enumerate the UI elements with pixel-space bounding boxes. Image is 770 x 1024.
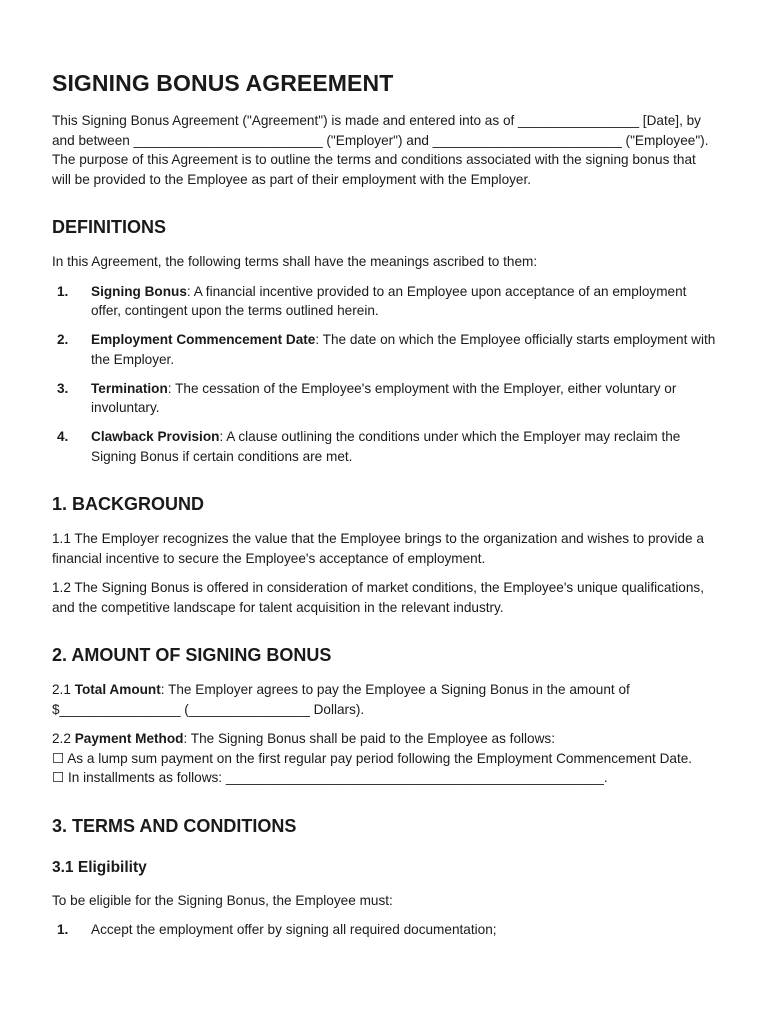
eligibility-list [52, 920, 718, 940]
eligibility-lead: To be eligible for the Signing Bonus, the Employee must: [52, 892, 393, 908]
term-text: : A financial incentive provided to an Employee upon acceptance of an employment offer, contingent upon the terms outlined herein. [91, 283, 687, 318]
background-paragraph-2: 1.2 The Signing Bonus is offered in consideration of market conditions, the Employee's unique qualifications, and the competitive landscape for talent acquisition in the relevant industry. [52, 580, 704, 615]
background-heading: 1. BACKGROUND [52, 494, 205, 514]
list-item [52, 330, 718, 369]
clause-text: : The Signing Bonus shall be paid to the Employee as follows: [183, 731, 555, 746]
list-item [52, 427, 718, 466]
eligibility-heading: 3.1 Eligibility [52, 858, 147, 876]
lump-sum-checkbox-option[interactable]: ☐ As a lump sum payment on the first regular pay period following the Employment Commencement Date. [52, 750, 693, 766]
list-item-text: Accept the employment offer by signing all required documentation; [91, 922, 497, 937]
list-number: 3. [57, 380, 69, 396]
definitions-lead: In this Agreement, the following terms shall have the meanings ascribed to them: [52, 254, 538, 269]
term-text: : The cessation of the Employee's employment with the Employer, either voluntary or involuntary. [91, 380, 677, 415]
amount-heading: 2. AMOUNT OF SIGNING BONUS [52, 645, 332, 665]
term-text: : The date on which the Employee officially starts employment with the Employer. [91, 332, 716, 367]
term-label: Total Amount [74, 682, 161, 697]
term-label: Clawback Provision [91, 429, 220, 444]
definitions-heading: DEFINITIONS [52, 217, 167, 237]
list-number: 4. [57, 429, 69, 444]
total-amount-paragraph [52, 680, 718, 719]
list-number: 1. [57, 922, 69, 937]
list-item [52, 282, 718, 321]
list-number: 2. [57, 332, 69, 347]
clause-number: 2.1 [52, 682, 75, 697]
background-paragraph-1: 1.1 The Employer recognizes the value that the Employee brings to the organization and wishes to provide a financial incentive to secure the Employee's acceptance of employment. [52, 531, 704, 566]
list-number: 1. [57, 283, 69, 299]
list-item [52, 920, 718, 940]
term-text: : A clause outlining the conditions under which the Employer may reclaim the Signing Bonus if certain conditions are met. [91, 429, 681, 464]
term-label: Termination [91, 380, 168, 396]
installments-checkbox-option[interactable]: ☐ In installments as follows: __________________________________________________. [52, 770, 608, 785]
term-label: Employment Commencement Date [91, 332, 316, 347]
terms-heading: 3. TERMS AND CONDITIONS [52, 815, 297, 836]
payment-method-paragraph [52, 729, 718, 788]
term-label: Signing Bonus [91, 283, 187, 299]
list-item [52, 379, 718, 418]
definitions-list [52, 282, 718, 467]
clause-text: : The Employer agrees to pay the Employee a Signing Bonus in the amount of $________________ (________________ Dollars). [52, 682, 630, 717]
intro-paragraph: This Signing Bonus Agreement ("Agreement") is made and entered into as of ________________ [Date], by and between _________________________ ("Employer") and _________________________ ("Employee"). The purpose of this Agreement is to outline the terms and conditions associated with the signing bonus that will be provided to the Employee as part of their employment with the Employer. [52, 113, 709, 187]
document-title: SIGNING BONUS AGREEMENT [52, 70, 394, 96]
clause-number: 2.2 [52, 731, 75, 746]
term-label: Payment Method [74, 731, 184, 746]
